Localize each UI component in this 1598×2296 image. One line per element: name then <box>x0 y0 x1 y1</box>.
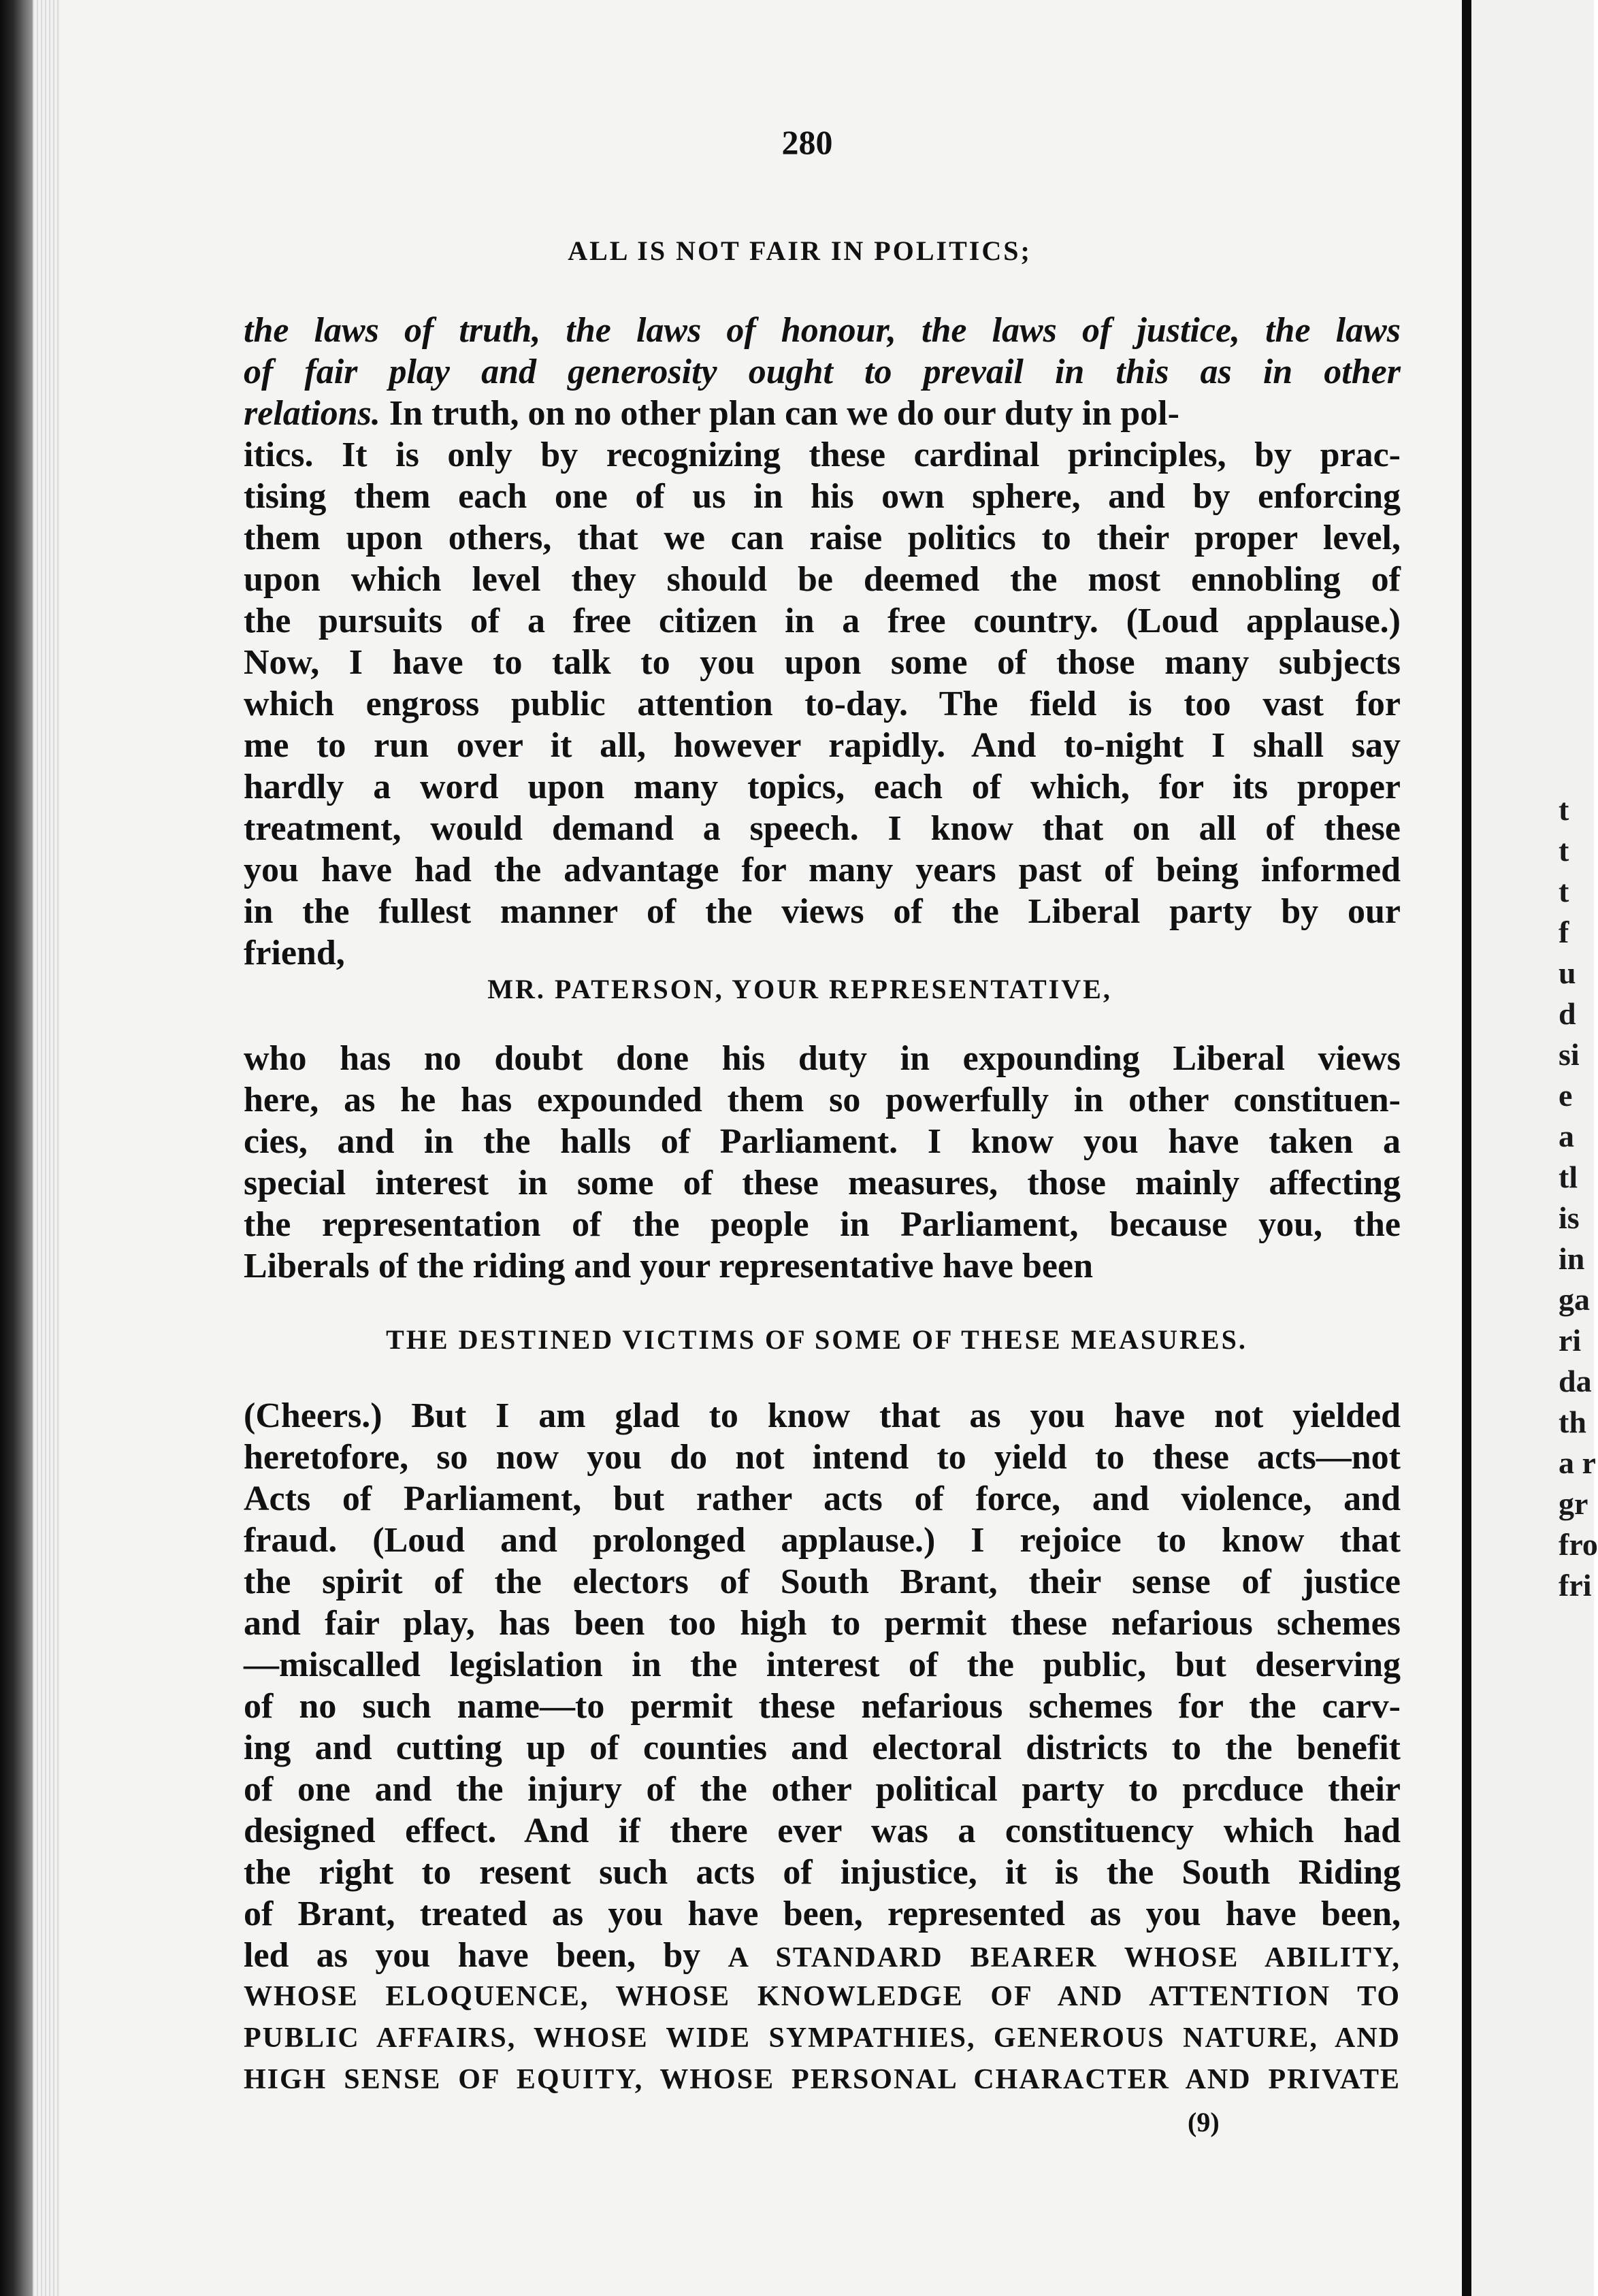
text-line: cies, and in the halls of Parliament. I know you have taken a <box>244 1122 1401 1161</box>
facing-page-fragment: ri <box>1559 1323 1582 1358</box>
small-caps-line: WHOSE ELOQUENCE, WHOSE KNOWLEDGE OF AND ATTENTION TO <box>244 1981 1401 2012</box>
facing-page-fragment: tl <box>1559 1160 1578 1194</box>
text-line: hardly a word upon many topics, each of which, for its proper <box>244 768 1401 806</box>
text-line: here, as he has expounded them so powerfully in other constituen- <box>244 1081 1401 1119</box>
text-line: itics. It is only by recognizing these cardinal principles, by prac- <box>244 436 1401 474</box>
facing-page <box>1471 0 1594 2296</box>
text-line: who has no doubt done his duty in expounding Liberal views <box>244 1039 1401 1078</box>
facing-page-fragment: th <box>1559 1405 1586 1439</box>
section-heading: ALL IS NOT FAIR IN POLITICS; <box>568 235 1032 266</box>
facing-page-fragment: t <box>1559 792 1569 827</box>
facing-page-fragment: si <box>1559 1037 1580 1072</box>
text-fragment: led as you have been, by <box>244 1936 728 1975</box>
book-spine-shadow <box>0 0 33 2296</box>
text-line: of one and the injury of the other political party to prcduce their <box>244 1770 1401 1809</box>
body-paragraph-2 <box>244 1038 1401 1287</box>
facing-page-fragment: fri <box>1559 1568 1592 1603</box>
signature-mark: (9) <box>1188 2107 1220 2137</box>
facing-page-fragment: in <box>1559 1241 1585 1276</box>
text-line: the pursuits of a free citizen in a free country. (Loud applause.) <box>244 602 1401 640</box>
page-edges <box>33 0 60 2296</box>
text-line: upon which level they should be deemed the most ennobling of <box>244 560 1401 599</box>
page-number: 280 <box>781 123 833 161</box>
text-line: of no such name—to permit these nefarious schemes for the carv- <box>244 1687 1401 1726</box>
small-caps-line: HIGH SENSE OF EQUITY, WHOSE PERSONAL CHARACTER AND PRIVATE <box>244 2064 1401 2095</box>
text-line <box>244 393 1401 434</box>
text-line: the spirit of the electors of South Brant, their sense of justice <box>244 1562 1401 1601</box>
text-line: fraud. (Loud and prolonged applause.) I rejoice to know that <box>244 1521 1401 1560</box>
text-line: and fair play, has been too high to permit these nefarious schemes <box>244 1604 1401 1643</box>
text-line: of fair play and generosity ought to prevail in this as in other <box>244 352 1401 391</box>
text-line: me to run over it all, however rapidly. And to-night I shall say <box>244 726 1401 765</box>
text-line: of Brant, treated as you have been, represented as you have been, <box>244 1895 1401 1933</box>
small-caps-text: A STANDARD BEARER WHOSE ABILITY, <box>728 1942 1401 1973</box>
facing-page-fragment: t <box>1559 833 1569 868</box>
facing-page-fragment: ga <box>1559 1282 1590 1317</box>
facing-page-fragment: d <box>1559 996 1576 1031</box>
text-line: Now, I have to talk to you upon some of those many subjects <box>244 643 1401 682</box>
text-line: the representation of the people in Parliament, because you, the <box>244 1205 1401 1244</box>
body-paragraph-3 <box>244 1395 1401 2101</box>
text-line: treatment, would demand a speech. I know that on all of these <box>244 809 1401 848</box>
facing-page-fragment: a <box>1559 1119 1574 1153</box>
facing-page-fragment: da <box>1559 1364 1592 1398</box>
text-fragment: In truth, on no other plan can we do our duty in pol- <box>380 394 1179 433</box>
facing-page-fragment: u <box>1559 955 1576 990</box>
facing-page-fragment: f <box>1559 915 1569 949</box>
text-line: —miscalled legislation in the interest of the public, but deserving <box>244 1645 1401 1684</box>
facing-page-fragment: is <box>1559 1200 1580 1235</box>
facing-page-fragment: fro <box>1559 1527 1598 1562</box>
facing-page-fragment: e <box>1559 1078 1573 1113</box>
text-line: Liberals of the riding and your representative have been <box>244 1247 1093 1285</box>
text-line: heretofore, so now you do not intend to yield to these acts—not <box>244 1438 1401 1477</box>
text-line: tising them each one of us in his own sphere, and by enforcing <box>244 477 1401 516</box>
text-line: special interest in some of these measures, those mainly affecting <box>244 1164 1401 1202</box>
text-line: them upon others, that we can raise politics to their proper level, <box>244 519 1401 557</box>
text-line: the laws of truth, the laws of honour, the laws of justice, the laws <box>244 311 1401 350</box>
small-caps-line: PUBLIC AFFAIRS, WHOSE WIDE SYMPATHIES, GENEROUS NATURE, AND <box>244 2022 1401 2054</box>
text-line: friend, <box>244 934 345 972</box>
text-line <box>244 1935 1401 1976</box>
text-line: in the fullest manner of the views of the Liberal party by our <box>244 892 1401 931</box>
text-line: you have had the advantage for many years past of being informed <box>244 851 1401 889</box>
body-paragraph-1 <box>244 310 1401 974</box>
facing-page-fragment: t <box>1559 874 1569 908</box>
text-line: Acts of Parliament, but rather acts of force, and violence, and <box>244 1479 1401 1518</box>
facing-page-fragment: a r <box>1559 1445 1596 1480</box>
text-line: (Cheers.) But I am glad to know that as you have not yielded <box>244 1396 1401 1435</box>
text-line: which engross public attention to-day. The field is too vast for <box>244 685 1401 723</box>
text-line: designed effect. And if there ever was a constituency which had <box>244 1811 1401 1850</box>
facing-page-fragment: gr <box>1559 1486 1588 1521</box>
text-line: the right to resent such acts of injustice, it is the South Riding <box>244 1853 1401 1892</box>
section-heading: THE DESTINED VICTIMS OF SOME OF THESE MEASURES. <box>386 1324 1248 1355</box>
text-fragment: relations. <box>244 394 380 433</box>
text-line: ing and cutting up of counties and electoral districts to the benefit <box>244 1728 1401 1767</box>
section-heading: MR. PATERSON, YOUR REPRESENTATIVE, <box>487 974 1112 1004</box>
book-fold <box>1462 0 1471 2296</box>
